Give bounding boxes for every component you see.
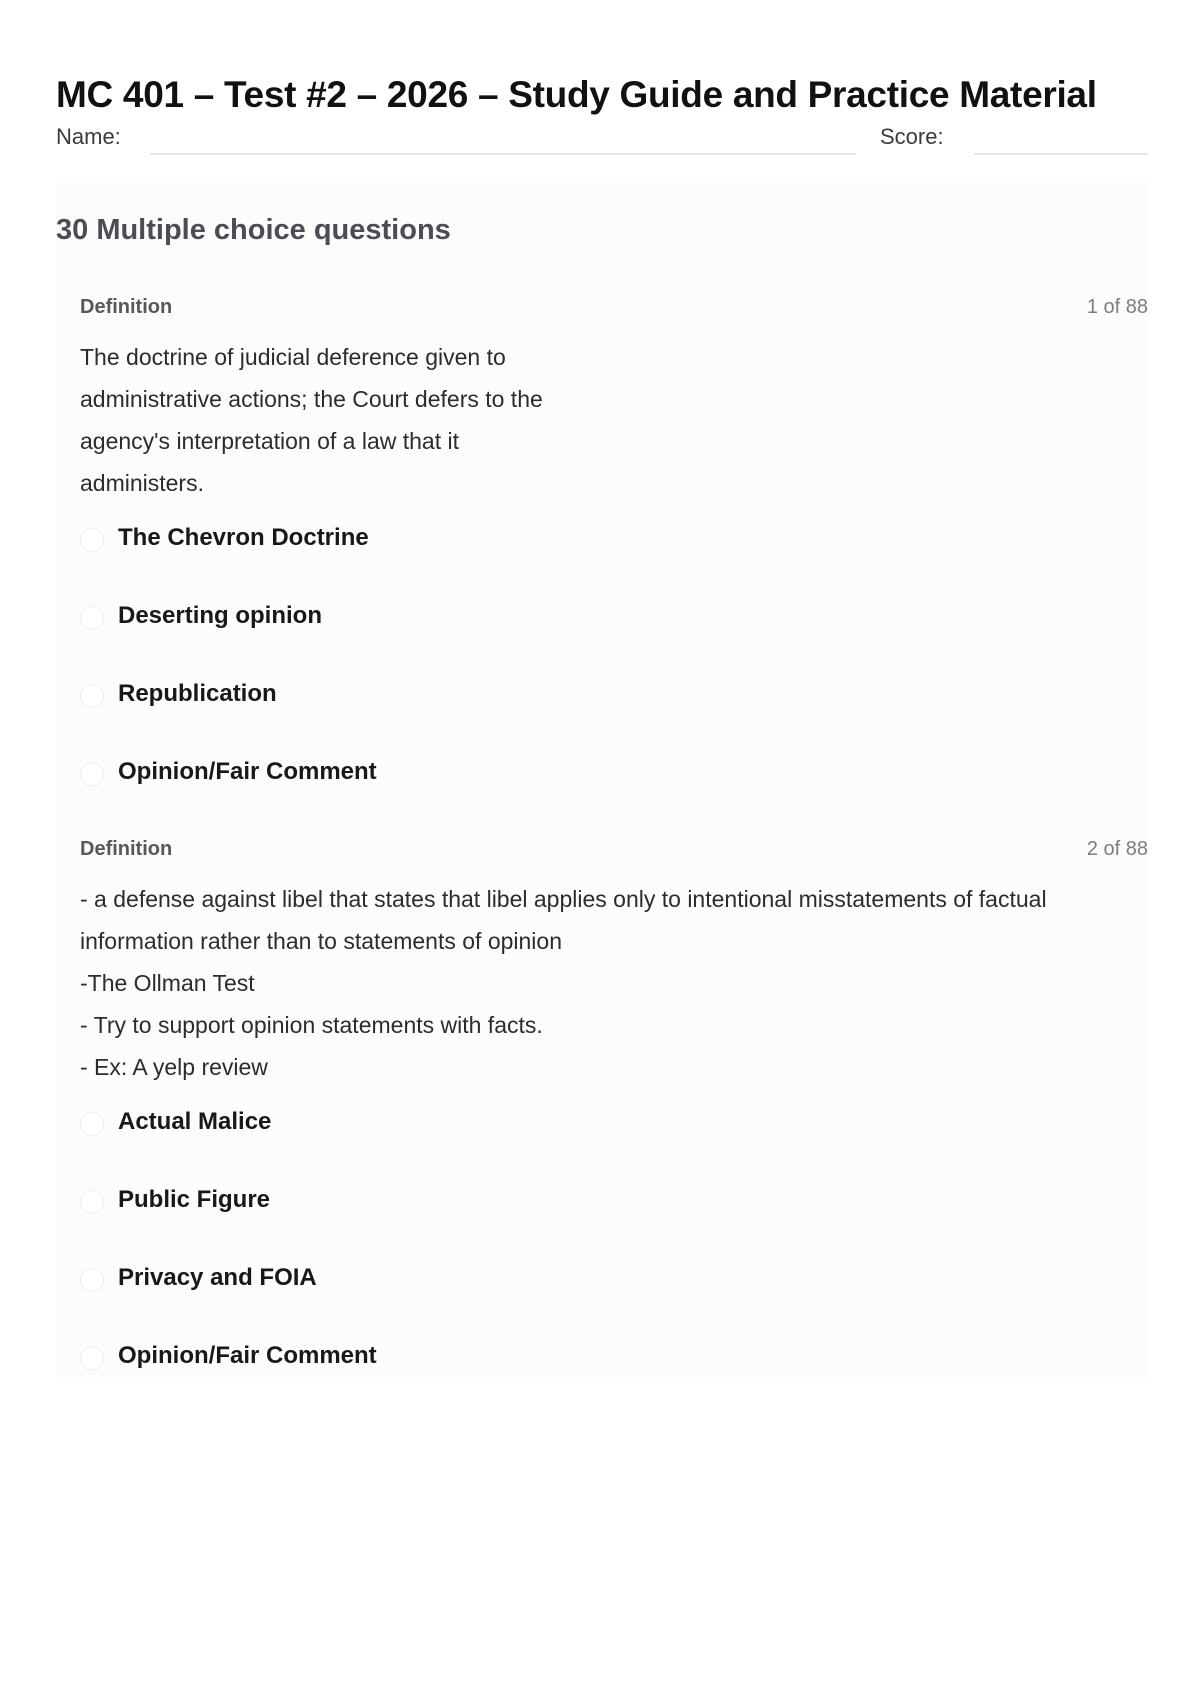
answer-option[interactable]: [80, 680, 1080, 758]
radio-button[interactable]: [80, 1112, 104, 1136]
radio-button[interactable]: [80, 606, 104, 630]
score-label: Score:: [880, 124, 944, 149]
document-title: MC 401 – Test #2 – 2026 – Study Guide and Practice Material: [56, 74, 1097, 115]
answer-option[interactable]: [80, 524, 1080, 602]
question-text-line: agency's interpretation of a law that it: [80, 428, 459, 454]
question-type-label: Definition: [80, 838, 173, 860]
answer-option-label: Opinion/Fair Comment: [118, 758, 377, 785]
name-field-line[interactable]: [150, 153, 856, 155]
question-text-line: The doctrine of judicial deference given to: [80, 344, 506, 370]
answer-option-label: Privacy and FOIA: [118, 1264, 317, 1291]
score-field-line[interactable]: [974, 153, 1148, 155]
answer-option[interactable]: [80, 1108, 1080, 1186]
answer-options: [80, 1108, 1080, 1420]
answer-option-label: The Chevron Doctrine: [118, 524, 369, 551]
answer-option[interactable]: [80, 1186, 1080, 1264]
name-label: Name:: [56, 124, 121, 149]
radio-button[interactable]: [80, 528, 104, 552]
question-counter: 2 of 88: [1086, 838, 1148, 860]
answer-option-label: Public Figure: [118, 1186, 271, 1213]
question-counter: 1 of 88: [1086, 296, 1148, 318]
question-text: [80, 336, 600, 504]
answer-option-label: Actual Malice: [118, 1108, 272, 1135]
answer-options: [80, 524, 1080, 836]
answer-option[interactable]: [80, 1264, 1080, 1342]
radio-button[interactable]: [80, 684, 104, 708]
answer-option-label: Opinion/Fair Comment: [118, 1342, 377, 1369]
radio-button[interactable]: [80, 1268, 104, 1292]
radio-button[interactable]: [80, 1346, 104, 1370]
question-text-line: - Ex: A yelp review: [80, 1054, 268, 1080]
answer-option[interactable]: [80, 1342, 1080, 1420]
answer-option[interactable]: [80, 602, 1080, 680]
section-heading: 30 Multiple choice questions: [56, 214, 451, 246]
question-text-line: administers.: [80, 470, 204, 496]
question-text-line: - Try to support opinion statements with facts.: [80, 1012, 543, 1038]
question-type-label: Definition: [80, 296, 173, 318]
radio-button[interactable]: [80, 762, 104, 786]
question-text-line: -The Ollman Test: [80, 970, 255, 996]
radio-button[interactable]: [80, 1190, 104, 1214]
question-text-line: administrative actions; the Court defers to the: [80, 386, 543, 412]
question-text: [80, 878, 1090, 1088]
answer-option-label: Deserting opinion: [118, 602, 322, 629]
question-text-line: information rather than to statements of opinion: [80, 928, 563, 954]
question-text-line: - a defense against libel that states that libel applies only to intentional misstatements of factual: [80, 886, 1047, 912]
answer-option-label: Republication: [118, 680, 277, 707]
answer-option[interactable]: [80, 758, 1080, 836]
